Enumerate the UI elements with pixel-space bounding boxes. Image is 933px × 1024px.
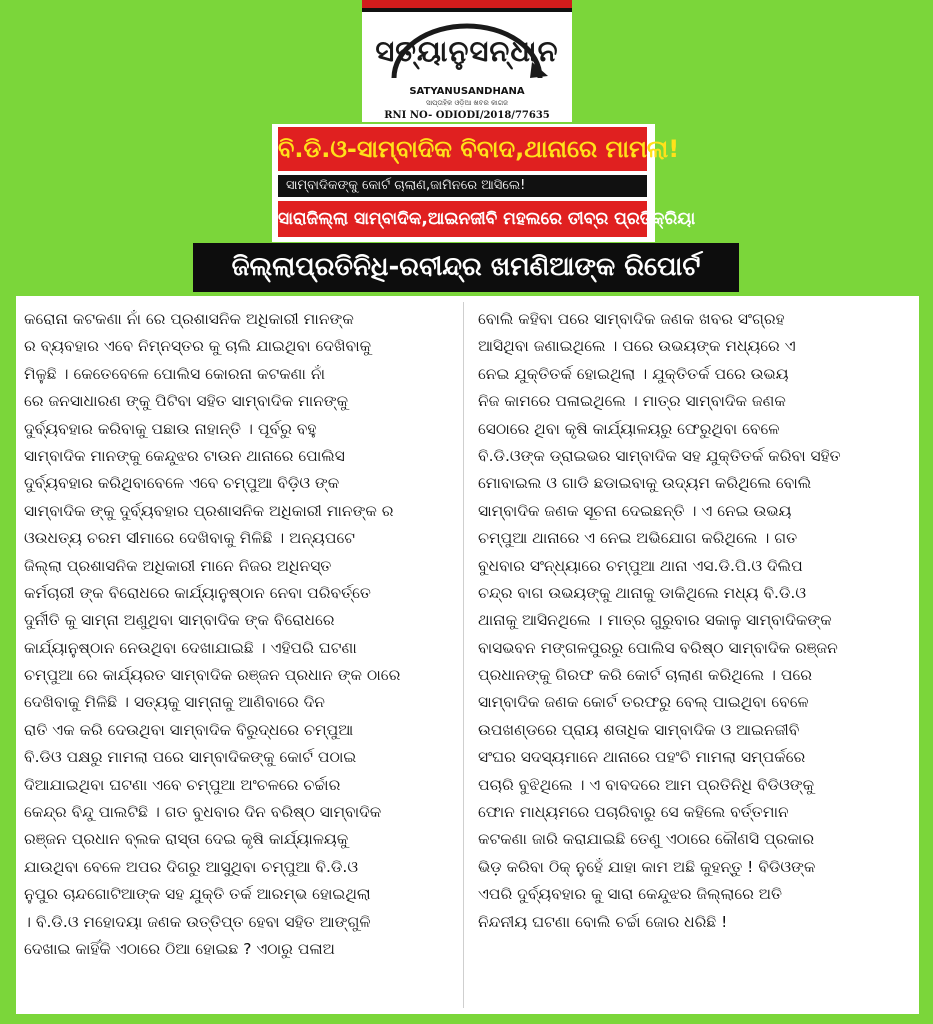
article-line: ବାସଭବନ ମଙ୍ଗଳପୁରରୁ ପୋଲିସ ବରିଷ୍ଠ ସାମ୍ବାଦିକ ରଞ୍ଜନ xyxy=(478,638,838,657)
paper-tagline: ସାପ୍ତାହିକ ଓଡ଼ିଆ ଖବର କାଗଜ xyxy=(426,99,508,107)
article-line: ଥାନାକୁ ଆସିନଥିଲେ । ମାତ୍ର ଗୁରୁବାର ସକାଳୁ ସାମ୍ବାଦିକଙ୍କ xyxy=(478,611,832,630)
article-line: ସାମ୍ବାଦିକ ମାନଙ୍କୁ କେନ୍ଦୁଝର ଟାଉନ ଥାନାରେ ପୋଲିସ xyxy=(24,446,345,465)
article-column-right xyxy=(478,306,908,1010)
reporter-byline: ଜିଲ୍ଲାପ୍ରତିନିଧି-ରବୀନ୍ଦ୍ର ଖମଣିଆଙ୍କ ରିପୋର୍ଟ xyxy=(193,243,739,292)
article-line: କେନ୍ଦ୍ର ବିନ୍ଦୁ ପାଲଟିଛି । ଗତ ବୁଧବାର ଦିନ ବରିଷ୍ଠ ସାମ୍ବାଦିକ xyxy=(24,803,382,822)
article-line: ରଞ୍ଜନ ପ୍ରଧାନ ବ୍ଲକ ରାସ୍ତା ଦେଇ କୃଷି କାର୍ଯ୍ୟାଳୟକୁ xyxy=(24,830,349,849)
article-line: ଏପରି ଦୁର୍ବ୍ୟବହାର କୁ ସାରା କେନ୍ଦୁଝର ଜିଲ୍ଲାରେ ଅତି xyxy=(478,885,783,904)
article-line: ରେ ଜନସାଧାରଣ ଙ୍କୁ ପିଟିବା ସହିତ ସାମ୍ବାଦିକ ମାନଙ୍କୁ xyxy=(24,392,349,411)
article-line: ବୁଧବାର ସଂନ୍ଧ୍ୟାରେ ଚମ୍ପୁଆ ଥାନା ଏସ.ଡି.ପି.ଓ ଦିଲିପ xyxy=(478,556,803,575)
article-line: ଦୁର୍ବ୍ୟବହାର କରିବାକୁ ପଛାଉ ନାହାନ୍ତି । ପୂର୍ବରୁ ବହୁ xyxy=(24,419,317,438)
article-line: ମୋବାଇଲ ଓ ଗାଡି ଛଡାଇବାକୁ ଉଦ୍ୟମ କରିଥିଲେ ବୋଲି xyxy=(478,474,812,493)
article-line: ଚନ୍ଦ୍ର ବାଗ ଉଭୟଙ୍କୁ ଥାନାକୁ ଡାକିଥିଲେ ମଧ୍ୟ ବି.ଡି.ଓ xyxy=(478,583,807,602)
article-line: ଜିଲ୍ଲା ପ୍ରଶାସନିକ ଅଧିକାରୀ ମାନେ ନିଜର ଅଧିନସ୍ତ xyxy=(24,556,332,575)
article-line: ଆସିଥିବା ଜଣାଇଥିଲେ । ପରେ ଉଭୟଙ୍କ ମଧ୍ୟରେ ଏ xyxy=(478,337,796,356)
article-line: ଫୋନ ମାଧ୍ୟମରେ ପଚାରିବାରୁ ସେ କହିଲେ ବର୍ତ୍ତମାନ xyxy=(478,803,789,822)
logo-text: ସତ୍ୟାନୁସନ୍ଧାନ xyxy=(375,34,559,68)
article-line: ସାମ୍ବାଦିକ ଜଣକ ସୂଚନା ଦେଇଛନ୍ତି । ଏ ନେଇ ଉଭୟ xyxy=(478,501,792,520)
article-line: କର୍ମଚାରୀ ଙ୍କ ବିରୋଧରେ କାର୍ଯ୍ୟାନୁଷ୍ଠାନ ନେବା ପରିବର୍ତ୍ତେ xyxy=(24,583,371,602)
subheadline-2: ସାରାଜିଲ୍ଲା ସାମ୍ବାଦିକ,ଆଇନଜୀବି ମହଲରେ ତୀବ୍ର ପ୍ରତିକ୍ରିୟା xyxy=(278,201,647,237)
article-line: ସେଠାରେ ଥିବା କୃଷି କାର୍ଯ୍ୟାଳୟରୁ ଫେରୁଥିବା ବେଳେ xyxy=(478,419,780,438)
article-line: ବୋଲି କହିବା ପରେ ସାମ୍ବାଦିକ ଜଣକ ଖବର ସଂଗ୍ରହ xyxy=(478,310,785,328)
article-line: ଦେଖାଇ କାହିଁକି ଏଠାରେ ଠିଆ ହୋଇଛ ? ଏଠାରୁ ପଳାଅ xyxy=(24,939,335,958)
article-line: ଯାଉଥିବା ବେଳେ ଅପର ଦିଗରୁ ଆସୁଥିବା ଚମ୍ପୁଆ ବି.ଡି.ଓ xyxy=(24,857,359,876)
article-line: ସାମ୍ବାଦିକ ଙ୍କୁ ଦୁର୍ବ୍ୟବହାର ପ୍ରଶାସନିକ ଅଧିକାରୀ ମାନଙ୍କ ର xyxy=(24,501,394,520)
headline-box xyxy=(272,124,696,242)
article-line: ବି.ଡି.ଓଙ୍କ ଡ୍ରାଇଭର ସାମ୍ବାଦିକ ସହ ଯୁକ୍ତିତର୍କ କରିବା ସହିତ xyxy=(478,446,841,465)
article-line: ଦୁର୍ନୀତି କୁ ସାମ୍ନା ଅଣୁଥିବା ସାମ୍ବାଦିକ ଙ୍କ ବିରୋଧରେ xyxy=(24,611,335,630)
column-divider xyxy=(463,302,464,1008)
article-line: ନିନ୍ଦନୀୟ ଘଟଣା ବୋଲି ଚର୍ଚ୍ଚା ଜୋର ଧରିଛି ! xyxy=(478,912,728,931)
subheadline-1: ସାମ୍ବାଦିକଙ୍କୁ କୋର୍ଟ ଚାଲାଣ,ଜାମିନରେ ଆସିଲେ! xyxy=(278,175,647,197)
masthead-black-bar xyxy=(362,8,572,12)
article-line: କରୋନା କଟକଣା ନାଁ ରେ ପ୍ରଶାସନିକ ଅଧିକାରୀ ମାନଙ୍କ xyxy=(24,310,354,328)
article-line: ସଂଘର ସଦସ୍ୟମାନେ ଥାନାରେ ପହଂଚି ମାମଲା ସମ୍ପର୍କରେ xyxy=(478,748,806,767)
masthead xyxy=(362,0,572,122)
article-line: ଦୁର୍ବ୍ୟବହାର କରିଥିବାବେଳେ ଏବେ ଚମ୍ପୁଆ ବିଡ଼ିଓ ଙ୍କ xyxy=(24,474,340,493)
article-line: ପ୍ରଧାନଙ୍କୁ ଗିରଫ କରି କୋର୍ଟ ଚାଲାଣ କରିଥିଲେ । ପରେ xyxy=(478,666,813,685)
article-line: ଉପଖଣ୍ଡରେ ପ୍ରାୟ ଶତାଧିକ ସାମ୍ବାଦିକ ଓ ଆଇନଜୀବି xyxy=(478,720,800,739)
article-body xyxy=(16,296,919,1014)
article-column-left xyxy=(24,306,454,1010)
article-line: ଦିଆଯାଇଥିବା ଘଟଣା ଏବେ ଚମ୍ପୁଆ ଅଂଚଳରେ ଚର୍ଚ୍ଚାର xyxy=(24,775,341,794)
article-line: ଭିଡ଼ କରିବା ଠିକ୍ ନୁହେଁ ଯାହା କାମ ଅଛି କୁହନ୍ତୁ ! ବିଡିଓଙ୍କ xyxy=(478,857,816,876)
masthead-red-bar xyxy=(362,0,572,8)
article-line: ରାତି ଏକ କରି ଦେଉଥିବା ସାମ୍ବାଦିକ ବିରୁଦ୍ଧରେ ଚମ୍ପୁଆ xyxy=(24,720,354,739)
article-line: ର ବ୍ୟବହାର ଏବେ ନିମ୍ନସ୍ତର କୁ ଚାଲି ଯାଇଥିବା ଦେଖିବାକୁ xyxy=(24,337,372,356)
article-line: ଦେଖିବାକୁ ମିଳିଛି । ସତ୍ୟକୁ ସାମ୍ନାକୁ ଆଣିବାରେ ଦିନ xyxy=(24,693,325,712)
article-line: ଚମ୍ପୁଆ ଥାନାରେ ଏ ନେଇ ଅଭିଯୋଗ କରିଥିଲେ । ଗତ xyxy=(478,529,798,548)
rni-number: RNI NO- ODIODI/2018/77635 xyxy=(384,110,550,121)
article-line: କାର୍ଯ୍ୟାନୁଷ୍ଠାନ ନେଉଥିବା ଦେଖାଯାଇଛି । ଏହିପରି ଘଟଣା xyxy=(24,638,357,657)
article-line: କଟକଣା ଜାରି କରାଯାଇଛି ତେଣୁ ଏଠାରେ କୌଣସି ପ୍ରକାର xyxy=(478,830,815,849)
article-line: ମିଳୁଛି । କେତେବେଳେ ପୋଲିସ କୋରନା କଟକଣା ନାଁ xyxy=(24,364,326,383)
article-line: ପଚାରି ବୁଝିଥିଲେ । ଏ ବାବଦରେ ଆମ ପ୍ରତିନିଧି ବିଡିଓଙ୍କୁ xyxy=(478,775,815,794)
article-line: ନିଜ କାମରେ ପଳାଇଥିଲେ । ମାତ୍ର ସାମ୍ବାଦିକ ଜଣକ xyxy=(478,392,786,411)
article-line: ଓଉଧତ୍ୟ ଚରମ ସୀମାରେ ଦେଖିବାକୁ ମିଳିଛି । ଅନ୍ୟପଟେ xyxy=(24,529,355,548)
article-line: । ବି.ଡି.ଓ ମହୋଦୟା ଜଣକ ଉତ୍ତିପ୍ତ ହେବା ସହିତ ଆଙ୍ଗୁଳି xyxy=(24,912,371,931)
article-line: ନୁପୁର ଚାନ୍ଦଗୋଟିଆଙ୍କ ସହ ଯୁକ୍ତି ତର୍କ ଆରମ୍ଭ ହୋଇଥିଲା xyxy=(24,885,371,904)
article-line: ଚମ୍ପୁଆ ରେ କାର୍ଯ୍ୟରତ ସାମ୍ବାଦିକ ରଞ୍ଜନ ପ୍ରଧାନ ଙ୍କ ଠାରେ xyxy=(24,666,401,685)
headline: ବି.ଡି.ଓ-ସାମ୍ବାଦିକ ବିବାଦ,ଥାନାରେ ମାମଲା! xyxy=(278,127,647,171)
article-line: ସାମ୍ବାଦିକ ଜଣକ କୋର୍ଟ ତରଫରୁ ବେଲ୍ ପାଇଥିବା ବେଳେ xyxy=(478,693,809,712)
paper-name: SATYANUSANDHANA xyxy=(409,86,525,97)
article-line: ନେଇ ଯୁକ୍ତିତର୍କ ହୋଇଥିଲା । ଯୁକ୍ତିତର୍କ ପରେ ଉଭୟ xyxy=(478,364,789,383)
article-line: ବି.ଡିଓ ପକ୍ଷରୁ ମାମଲା ପରେ ସାମ୍ବାଦିକଙ୍କୁ କୋର୍ଟ ପଠାଇ xyxy=(24,748,357,767)
